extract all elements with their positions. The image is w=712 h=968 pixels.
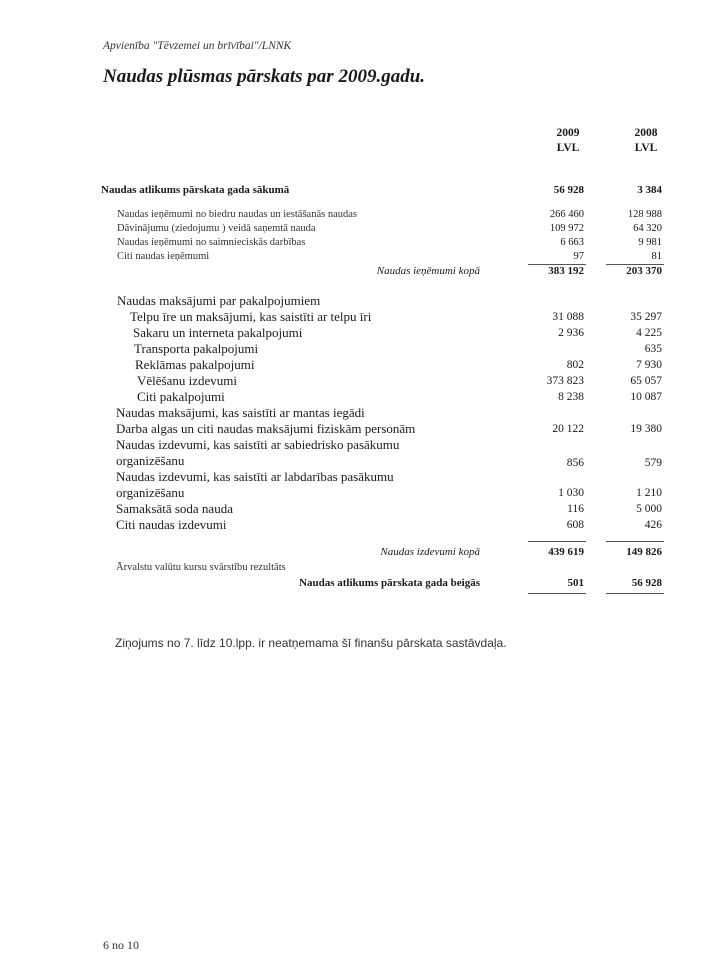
row-label: organizēšanu xyxy=(116,453,185,468)
row-label: Naudas atlikums pārskata gada sākumā xyxy=(101,184,290,196)
row-label: Naudas izdevumi, kas saistīti ar labdarības pasākumu xyxy=(116,469,394,484)
page-title: Naudas plūsmas pārskats par 2009.gadu. xyxy=(103,66,426,87)
value-2009: 1 030 xyxy=(558,487,584,499)
row-label: Naudas maksājumi par pakalpojumiem xyxy=(117,293,321,308)
column-year: 2009 xyxy=(556,127,580,139)
row-label: Citi naudas izdevumi xyxy=(116,517,227,532)
row-label: Sakaru un interneta pakalpojumi xyxy=(133,325,303,340)
value-2009: 501 xyxy=(567,577,584,589)
value-2008: 35 297 xyxy=(630,311,662,323)
value-2008: 579 xyxy=(644,457,662,469)
row-label: Dāvinājumu (ziedojumu ) veidā saņemtā nauda xyxy=(117,223,316,234)
footnote: Ziņojums no 7. līdz 10.lpp. ir neatņemama šī finanšu pārskata sastāvdaļa. xyxy=(115,636,507,650)
row-label: Darba algas un citi naudas maksājumi fiziskām personām xyxy=(116,421,416,436)
value-2008: 7 930 xyxy=(636,359,662,371)
value-2008: 635 xyxy=(644,343,662,355)
value-2009: 373 823 xyxy=(546,375,584,387)
value-2008: 203 370 xyxy=(626,265,662,277)
income-row xyxy=(0,208,712,222)
value-2009: 2 936 xyxy=(558,327,584,339)
value-2008: 1 210 xyxy=(636,487,662,499)
value-2009: 8 238 xyxy=(558,391,584,403)
income-row xyxy=(0,236,712,250)
value-2009: 56 928 xyxy=(553,184,584,196)
value-2009: 608 xyxy=(566,519,584,531)
value-2008: 3 384 xyxy=(637,184,662,196)
value-2008: 81 xyxy=(651,251,662,262)
row-label: Naudas ieņēmumi no saimnieciskās darbības xyxy=(117,237,306,248)
row-label: Ārvalstu valūtu kursu svārstību rezultāts xyxy=(116,562,286,573)
row-label: Naudas maksājumi, kas saistīti ar mantas iegādi xyxy=(116,405,365,420)
row-label: Vēlēšanu izdevumi xyxy=(137,373,237,388)
column-currency: LVL xyxy=(634,142,658,154)
value-2009: 383 192 xyxy=(548,265,584,277)
value-2009: 109 972 xyxy=(549,223,584,234)
value-2008: 9 981 xyxy=(638,237,662,248)
row-label: Transporta pakalpojumi xyxy=(134,341,259,356)
row-label: Naudas ieņēmumi kopā xyxy=(376,265,480,277)
value-2009: 266 460 xyxy=(549,209,584,220)
value-2008: 149 826 xyxy=(626,546,662,558)
subtotal-rule xyxy=(528,541,586,542)
value-2008: 128 988 xyxy=(627,209,662,220)
row-label: Citi pakalpojumi xyxy=(137,389,225,404)
value-2008: 5 000 xyxy=(636,503,662,515)
column-header-2009 xyxy=(528,126,608,156)
value-2009: 97 xyxy=(573,251,584,262)
value-2009: 116 xyxy=(567,503,584,515)
value-2009: 439 619 xyxy=(548,546,584,558)
row-label: Naudas atlikums pārskata gada beigās xyxy=(299,577,480,589)
column-header-2008 xyxy=(606,126,686,156)
income-row xyxy=(0,250,712,264)
value-2008: 4 225 xyxy=(636,327,662,339)
subtotal-rule xyxy=(606,541,664,542)
column-year: 2008 xyxy=(634,127,658,139)
organization-name: Apvienība "Tēvzemei un brīvībai"/LNNK xyxy=(103,40,292,52)
value-2009: 856 xyxy=(566,457,584,469)
value-2009: 20 122 xyxy=(552,423,584,435)
row-label: organizēšanu xyxy=(116,485,185,500)
value-2009: 802 xyxy=(566,359,584,371)
income-row xyxy=(0,222,712,236)
row-label: Telpu īre un maksājumi, kas saistīti ar telpu īri xyxy=(130,309,372,324)
row-label: Naudas ieņēmumi no biedru naudas un iestāšanās naudas xyxy=(117,209,357,220)
value-2009: 31 088 xyxy=(552,311,584,323)
row-label: Citi naudas ieņēmumi xyxy=(117,251,210,262)
value-2008: 426 xyxy=(644,519,662,531)
value-2009: 6 663 xyxy=(560,237,584,248)
value-2008: 65 057 xyxy=(630,375,662,387)
value-2008: 10 087 xyxy=(630,391,662,403)
column-currency: LVL xyxy=(556,142,580,154)
page-number: 6 no 10 xyxy=(103,938,139,952)
total-rule xyxy=(606,593,664,594)
row-label: Reklāmas pakalpojumi xyxy=(135,357,255,372)
total-rule xyxy=(528,593,586,594)
value-2008: 56 928 xyxy=(631,577,662,589)
row-label: Naudas izdevumi kopā xyxy=(380,546,480,558)
value-2008: 19 380 xyxy=(630,423,662,435)
row-label: Naudas izdevumi, kas saistīti ar sabiedrisko pasākumu xyxy=(116,437,400,452)
value-2008: 64 320 xyxy=(633,223,662,234)
row-label: Samaksātā soda nauda xyxy=(116,501,233,516)
